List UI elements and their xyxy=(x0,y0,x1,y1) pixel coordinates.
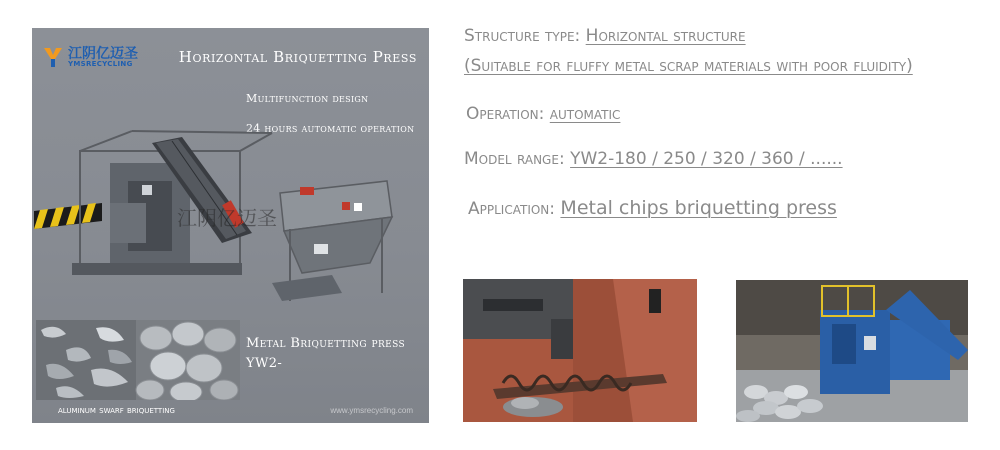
spec-operation-value[interactable]: automatic xyxy=(549,104,621,124)
model-label: YW2- xyxy=(246,356,283,371)
brand-logo xyxy=(42,46,138,68)
aluminum-swarf-photo xyxy=(36,320,240,400)
feature-multifunction: Multifunction design xyxy=(246,92,369,105)
spec-structure-value[interactable]: Horizontal structure xyxy=(585,26,746,46)
spec-model-range xyxy=(464,149,843,169)
spec-model-range-label: Model range: xyxy=(464,149,565,169)
feature-24h-operation: 24 hours automatic operation xyxy=(246,122,415,135)
spec-application-label: Application: xyxy=(468,199,556,219)
panel-title: Horizontal Briquetting Press xyxy=(178,48,417,66)
machine-label: Metal Briquetting press xyxy=(246,336,406,351)
logo-mark-icon xyxy=(42,46,64,68)
swarf-caption: aluminum swarf briquetting xyxy=(58,405,175,416)
spec-structure-note xyxy=(464,56,913,76)
logo-chinese-text: 江阴亿迈圣 xyxy=(68,45,138,62)
spec-application xyxy=(468,197,837,219)
screw-feeder-photo xyxy=(463,279,697,422)
hazard-strip xyxy=(34,203,102,229)
watermark-text: 江阴亿迈圣 xyxy=(177,206,277,230)
product-panel xyxy=(32,28,429,423)
feed-hopper xyxy=(272,181,392,301)
logo-english-text: YMSRECYCLING xyxy=(68,59,133,68)
spec-application-value[interactable]: Metal chips briquetting press xyxy=(560,197,837,219)
spec-operation xyxy=(466,104,620,124)
spec-model-range-value[interactable]: YW2-180 / 250 / 320 / 360 / ...... xyxy=(570,149,843,169)
spec-operation-label: Operation: xyxy=(466,104,545,124)
spec-structure-note-text[interactable]: (Suitable for fluffy metal scrap materials with poor fluidity) xyxy=(464,56,913,76)
installed-press-photo xyxy=(736,280,968,422)
website-watermark: www.ymsrecycling.com xyxy=(330,406,413,415)
spec-structure xyxy=(464,26,746,46)
spec-structure-label: Structure type: xyxy=(464,26,581,46)
